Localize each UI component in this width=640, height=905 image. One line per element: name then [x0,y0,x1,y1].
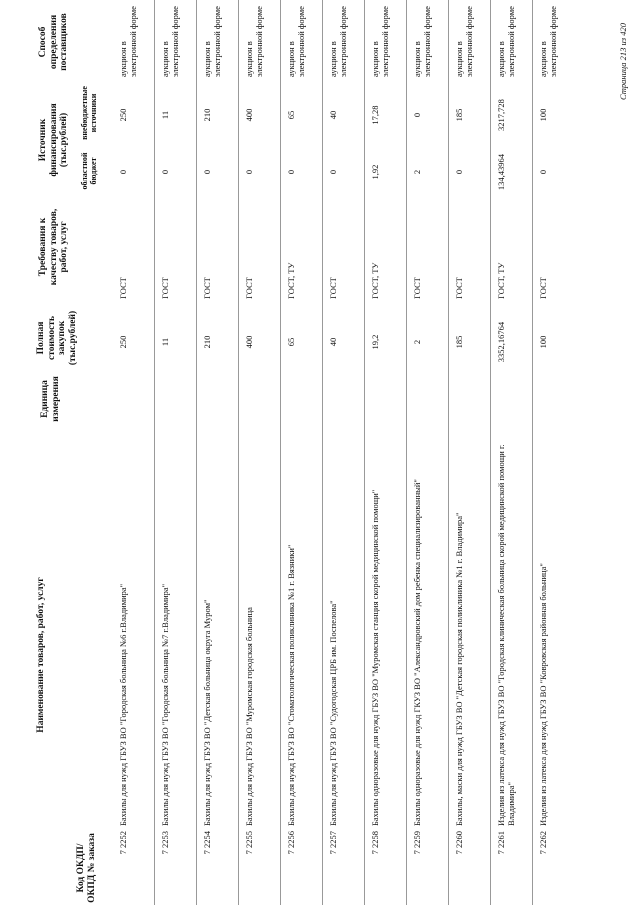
cell-regional: 0 [454,169,464,175]
cell-method: аукцион в электронной форме [244,6,264,77]
cell-requirements: ГОСТ [202,277,212,299]
cell-code: 7 2258 [370,831,380,855]
cell-regional: 0 [286,169,296,175]
table-row [160,0,204,905]
cell-code: 7 2253 [160,831,170,855]
row-divider [490,0,491,905]
cell-offbudget: 40 [328,110,338,120]
cell-name: Бахилы для нужд ГБУЗ ВО "Городская больница №7 г.Владимира" [160,583,170,826]
cell-requirements: ГОСТ [412,277,422,299]
header-name: Наименование товаров, работ, услуг [36,577,46,733]
cell-offbudget: 100 [538,108,548,122]
cell-method: аукцион в электронной форме [496,6,516,77]
cell-requirements: ГОСТ [118,277,128,299]
table-row [496,0,540,905]
row-divider [532,0,533,905]
cell-method: аукцион в электронной форме [412,6,432,77]
cell-code: 7 2255 [244,831,254,855]
row-divider [196,0,197,905]
cell-cost: 210 [202,335,212,349]
cell-cost: 40 [328,337,338,347]
cell-code: 7 2259 [412,831,422,855]
table-row [370,0,414,905]
cell-cost: 400 [244,335,254,349]
cell-method: аукцион в электронной форме [118,6,138,77]
cell-code: 7 2254 [202,831,212,855]
header-cost: Полная стоимость закупок (тыс.рублей) [36,310,78,366]
cell-code: 7 2260 [454,831,464,855]
cell-requirements: ГОСТ [244,277,254,299]
cell-method: аукцион в электронной форме [328,6,348,77]
header-unit: Единица измерения [40,376,61,422]
table-row [118,0,162,905]
table-row [454,0,498,905]
cell-offbudget: 400 [244,108,254,122]
cell-code: 7 2262 [538,831,548,855]
cell-code: 7 2257 [328,831,338,855]
header-offbudget: внебюджетные источники [80,86,98,140]
cell-requirements: ГОСТ [454,277,464,299]
cell-cost: 3352,16764 [496,321,506,363]
cell-cost: 250 [118,335,128,349]
cell-cost: 11 [160,337,170,347]
cell-name: Изделия из латекса для нужд ГБУЗ ВО "Городская клиническая больница скорой медицинской помощи г. Владимира" [496,444,516,826]
cell-name: Бахилы одноразовые для нужд ГКУЗ ВО "Александровский дом ребенка специализированный" [412,479,422,826]
cell-cost: 65 [286,337,296,347]
page-number: Страница 213 из 420 [618,23,628,100]
cell-offbudget: 65 [286,110,296,120]
cell-regional: 0 [538,169,548,175]
header-method: Способ определения поставщиков [38,13,69,71]
cell-offbudget: 210 [202,108,212,122]
row-divider [448,0,449,905]
table-row [244,0,288,905]
cell-name: Бахилы для нужд ГБУЗ ВО "Стоматологическая поликлиника №1 г. Вязники" [286,544,296,826]
cell-cost: 185 [454,335,464,349]
cell-name: Бахилы для нужд ГБУЗ ВО "Муромская городская больница [244,607,254,826]
row-divider [364,0,365,905]
table-row [538,0,582,905]
cell-regional: 0 [160,169,170,175]
cell-requirements: ГОСТ [160,277,170,299]
cell-regional: 2 [412,169,422,175]
table-row [202,0,246,905]
cell-name: Бахилы для нужд ГБУЗ ВО "Детская больница округа Муром" [202,599,212,826]
header-financing: Источник финансирования (тыс.рублей) [38,103,69,177]
table-row [412,0,456,905]
cell-requirements: ГОСТ [328,277,338,299]
cell-requirements: ГОСТ [538,277,548,299]
cell-requirements: ГОСТ, ТУ [286,262,296,299]
procurement-table [20,0,610,905]
cell-cost: 2 [412,339,422,345]
row-divider [280,0,281,905]
table-row [286,0,330,905]
cell-name: Бахилы одноразовые для нужд ГБУЗ ВО "Муромская станция скорой медицинской помощи" [370,489,380,826]
cell-regional: 1,92 [370,164,380,180]
cell-requirements: ГОСТ, ТУ [496,262,506,299]
cell-name: Бахилы, маски для нужд ГБУЗ ВО "Детская городская поликлиника №1 г. Владимира" [454,512,464,826]
cell-offbudget: 17,28 [370,105,380,125]
cell-offbudget: 185 [454,108,464,122]
cell-requirements: ГОСТ, ТУ [370,262,380,299]
cell-offbudget: 250 [118,108,128,122]
cell-regional: 0 [202,169,212,175]
table-row [328,0,372,905]
cell-name: Бахилы для нужд ГБУЗ ВО "Городская больница №6 г.Владимира" [118,583,128,826]
cell-name: Изделия из латекса для нужд ГБУЗ ВО "Ковровская районная больница" [538,563,548,826]
cell-method: аукцион в электронной форме [286,6,306,77]
cell-method: аукцион в электронной форме [202,6,222,77]
cell-regional: 0 [118,169,128,175]
cell-offbudget: 3217,728 [496,99,506,131]
cell-code: 7 2256 [286,831,296,855]
cell-code: 7 2261 [496,831,506,855]
cell-regional: 0 [328,169,338,175]
cell-regional: 134,43964 [496,153,506,191]
cell-regional: 0 [244,169,254,175]
header-code: Код ОКДП/ ОКПД № заказа [76,833,97,903]
cell-offbudget: 11 [160,110,170,120]
row-divider [322,0,323,905]
header-regional-budget: областной бюджет [80,152,98,190]
header-requirements: Требования к качеству товаров, работ, услуг [38,208,69,286]
cell-cost: 100 [538,335,548,349]
cell-offbudget: 0 [412,112,422,118]
row-divider [154,0,155,905]
cell-name: Бахилы для нужд ГБУЗ ВО "Судогодская ЦРБ им. Поспелова" [328,600,338,826]
cell-method: аукцион в электронной форме [370,6,390,77]
cell-method: аукцион в электронной форме [454,6,474,77]
cell-method: аукцион в электронной форме [160,6,180,77]
row-divider [238,0,239,905]
row-divider [406,0,407,905]
cell-code: 7 2252 [118,831,128,855]
cell-method: аукцион в электронной форме [538,6,558,77]
cell-cost: 19,2 [370,334,380,350]
